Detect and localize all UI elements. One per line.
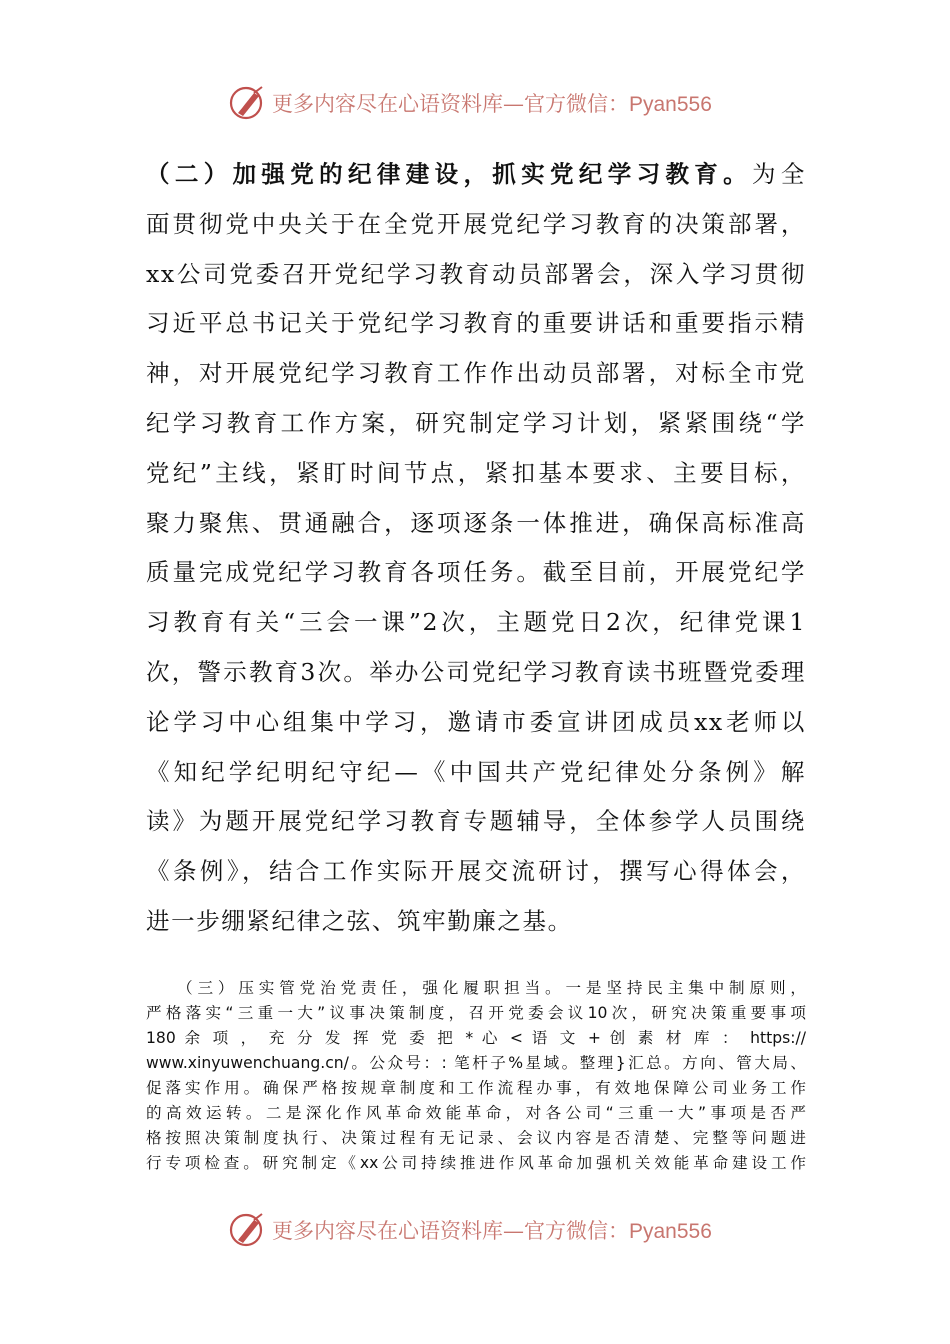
main-line: 面贯彻党中央关于在全党开展党纪学习教育的决策部署， <box>146 209 806 238</box>
main-line: xx公司党委召开党纪学习教育动员部署会，深入学习贯彻 <box>146 259 806 288</box>
main-line: 《知纪学纪明纪守纪—《中国共产党纪律处分条例》解 <box>146 757 806 786</box>
header-wechat-label: 官方微信： <box>524 92 629 116</box>
main-line: 《条例》，结合工作实际开展交流研讨，撰写心得体会， <box>146 857 806 886</box>
footer-banner <box>228 1208 748 1252</box>
sub-paragraph <box>146 976 806 1176</box>
main-line: 党纪”主线，紧盯时间节点，紧扣基本要求、主要目标， <box>146 458 806 487</box>
header-banner <box>228 81 748 125</box>
section-heading: （二）加强党的纪律建设，抓实党纪学习教育。 <box>146 160 753 188</box>
main-line: 习教育有关“三会一课”2次，主题党日2次，纪律党课1 <box>146 608 806 637</box>
main-line: 次，警示教育3次。举办公司党纪学习教育读书班暨党委理 <box>146 657 806 686</box>
footer-separator: — <box>503 1219 524 1243</box>
sub-line: www.xinyuwenchuang.cn/。公众号：: 笔杆子%星域。整理}汇总。方向、管大局、 <box>146 1054 806 1072</box>
sub-line: 180 余 项 ， 充 分 发 挥 党 委 把 * 心 < 语 文 + 创 素 材 库 ： https:// <box>146 1029 806 1047</box>
main-line: 聚力聚焦、贯通融合，逐项逐条一体推进，确保高标准高 <box>146 508 806 537</box>
main-line: 进一步绷紧纪律之弦、筑牢勤廉之基。 <box>146 906 573 935</box>
pen-nib-seal-icon <box>228 83 268 123</box>
main-line: 读》为题开展党纪学习教育专题辅导，全体参学人员围绕 <box>146 807 806 836</box>
sub-line: 的高效运转。二是深化作风革命效能革命，对各公司“三重一大”事项是否严 <box>146 1104 806 1122</box>
sub-line: 严格落实“三重一大”议事决策制度，召开党委会议10次，研究决策重要事项 <box>146 1004 806 1022</box>
main-line: 神，对开展党纪学习教育工作作出动员部署，对标全市党 <box>146 359 806 388</box>
main-line: 习近平总书记关于党纪学习教育的重要讲话和重要指示精 <box>146 309 806 338</box>
footer-text <box>272 1215 712 1245</box>
header-separator: — <box>503 92 524 116</box>
pen-nib-seal-icon <box>228 1210 268 1250</box>
main-line: 纪学习教育工作方案，研究制定学习计划，紧紧围绕“学 <box>146 408 806 437</box>
header-text <box>272 88 712 118</box>
sub-line: 行专项检查。研究制定《xx公司持续推进作风革命加强机关效能革命建设工作 <box>146 1154 806 1172</box>
sub-line: 促落实作用。确保严格按规章制度和工作流程办事，有效地保障公司业务工作 <box>146 1079 806 1097</box>
footer-wechat-id: Pyan556 <box>629 1220 712 1243</box>
heading-trailing-text: 为全 <box>752 160 806 188</box>
footer-wechat-label: 官方微信： <box>524 1219 629 1243</box>
main-line <box>146 150 806 200</box>
main-line: 论学习中心组集中学习，邀请市委宣讲团成员xx老师以 <box>146 707 806 736</box>
sub-line: （三）压实管党治党责任，强化履职担当。一是坚持民主集中制原则， <box>177 979 806 997</box>
header-wechat-id: Pyan556 <box>629 93 712 116</box>
main-line: 质量完成党纪学习教育各项任务。截至目前，开展党纪学 <box>146 558 806 587</box>
main-paragraph <box>146 150 806 947</box>
sub-line: 格按照决策制度执行、决策过程有无记录、会议内容是否清楚、完整等问题进 <box>146 1129 806 1147</box>
footer-text-cn: 更多内容尽在心语资料库 <box>272 1219 503 1243</box>
header-text-cn: 更多内容尽在心语资料库 <box>272 92 503 116</box>
